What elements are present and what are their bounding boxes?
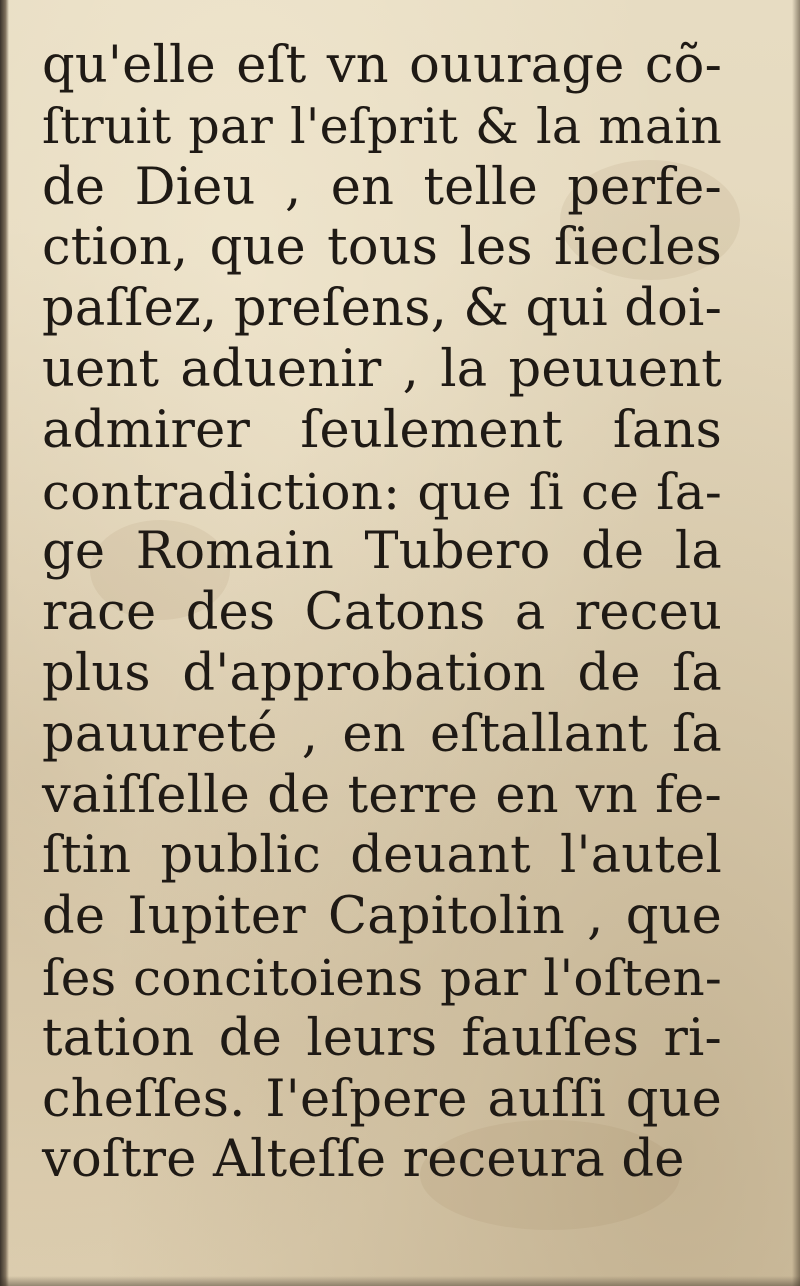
page-right-edge bbox=[792, 0, 800, 1286]
page-bottom-edge bbox=[0, 1276, 800, 1286]
text-line: voſtre Alteſſe receura de bbox=[42, 1130, 685, 1190]
text-line: de Iupiter Capitolin , que bbox=[42, 887, 722, 947]
page-binding-edge bbox=[0, 0, 9, 1286]
text-line: contradiction: que ſi ce ſa- bbox=[42, 462, 722, 521]
text-line: ction, que tous les ſiecles bbox=[42, 218, 722, 278]
text-line: admirer ſeulement ſans bbox=[42, 400, 722, 460]
text-line: ſtruit par l'eſprit & la main bbox=[42, 97, 722, 155]
text-line: cheſſes. I'eſpere auſſi que bbox=[42, 1069, 722, 1129]
text-line: ge Romain Tubero de la bbox=[42, 522, 722, 582]
text-line: paſſez, preſens, & qui doi- bbox=[42, 279, 722, 339]
text-line: plus d'approbation de ſa bbox=[42, 643, 722, 703]
body-text bbox=[42, 36, 722, 1191]
text-line: ſtin public deuant l'autel bbox=[42, 826, 722, 886]
text-line: ſes concitoiens par l'oſten- bbox=[42, 948, 722, 1007]
text-line: de Dieu , en telle perfe- bbox=[42, 157, 722, 217]
text-line: tation de leurs fauſſes ri- bbox=[42, 1008, 722, 1068]
text-line: qu'elle eſt vn ouurage cõ- bbox=[42, 36, 722, 95]
text-line: pauureté , en eſtallant ſa bbox=[42, 704, 722, 764]
text-line: uent aduenir , la peuuent bbox=[42, 339, 722, 399]
text-line: race des Catons a receu bbox=[42, 583, 722, 643]
text-line: vaiſſelle de terre en vn fe- bbox=[42, 765, 722, 825]
